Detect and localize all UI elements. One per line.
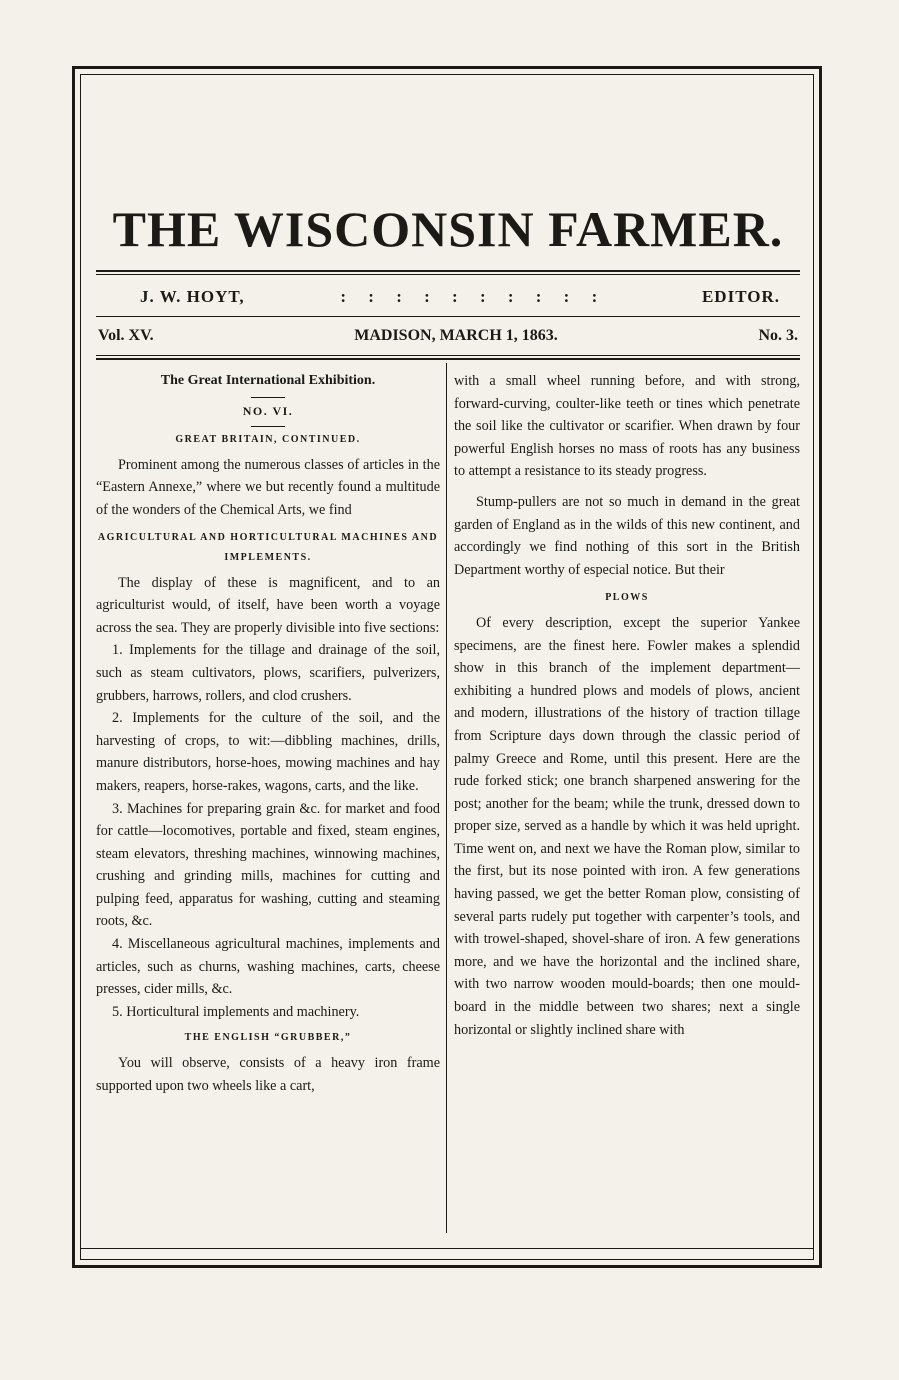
volume-label: Vol. XV. [98,327,154,344]
column-left [96,370,440,1097]
issue-number: No. 3. [758,327,798,344]
place-date: MADISON, MARCH 1, 1863. [354,327,558,344]
title-rule [251,397,285,398]
editor-name: J. W. HOYT, [140,287,245,306]
masthead-rule-top-thin [96,274,800,275]
masthead-rule-bottom-thick [96,358,800,360]
editor-dots: : : : : : : : : : : [340,287,607,306]
part-rule [251,426,285,427]
subhead-implements: AGRICULTURAL AND HORTICULTURAL MACHINES AND IMPLEMENTS. [97,531,439,563]
list-item-4: 4. Miscellaneous agricultural machines, implements and articles, such as churns, washing machines, carts, cheese presses, cider mills, &c. [96,936,440,998]
paragraph-5: Stump-pullers are not so much in demand in the great garden of England as in the wilds of this new continent, and accordingly we find nothing of this sort in the British Department worthy of especial notice. But their [454,493,800,578]
masthead-rule-bottom [96,355,800,356]
editor-line [140,287,780,307]
article-title: The Great International Exhibition. [160,373,376,388]
paragraph-1: Prominent among the numerous classes of articles in the “Eastern Annexe,” where we but recently found a multitude of the wonders of the Chemical Arts, we find [96,456,440,518]
paragraph-3: You will observe, consists of a heavy iron frame supported upon two wheels like a cart, [96,1055,440,1094]
list-item-1: 1. Implements for the tillage and drainage of the soil, such as steam cultivators, plows, scarifiers, pulverizers, grubbers, harrows, rollers, and clod crushers. [96,642,440,704]
list-item-3: 3. Machines for preparing grain &c. for market and food for cattle—locomotives, portable and fixed, steam engines, steam elevators, threshing machines, winnowing machines, crushing and grinding mills, machines for cutting and pulping feed, apparatus for washing, cutting and steaming roots, &c. [96,800,440,930]
column-right [454,370,800,1041]
list-item-2: 2. Implements for the culture of the soil, and the harvesting of crops, to wit:—dibbling machines, drills, manure distributors, horse-hoes, mowing machines and hay makers, reapers, horse-rakes, wagons, carts, and the like. [96,710,440,794]
paragraph-2: The display of these is magnificent, and to an agriculturist would, of itself, have been worth a voyage across the sea. They are properly divisible into five sections: [96,574,440,636]
masthead-rule-top [96,270,800,272]
editor-label: EDITOR. [701,287,780,306]
paragraph-6: Of every description, except the superior Yankee specimens, are the finest here. Fowler makes a splendid show in this branch of the implement department—exhibiting a hundred plows and models of plows, ancient and modern, illustrations of the history of traction tillage from Scripture days down through the classic period of palmy Greece and Rome, until this present. Here are the rude forked stick; one branch sharpened answering for the post; another for the beam; while the trunk, dressed down to proper size, served as a handle by which it was held upright. Time went on, and next we have the Roman plow, similar to the first, but its nose pointed with iron. A few generations having passed, we get the better Roman plow, consisting of several parts rudely put together with carpenter’s tools, and with trowel-shaped, shovel-share of iron. A few generations more, and we have the horizontal and the inclined share, with two narrow wooden mould-boards; then one mould-board in the middle between two shares; next a single horizontal or slightly inclined share with [454,614,800,1038]
masthead-rule-mid [96,316,800,317]
paragraph-4: with a small wheel running before, and with strong, forward-curving, coulter-like teeth or tines which penetrate the soil like the cultivator or scarifier. When drawn by four powerful English horses no mass of roots has any business to attempt a resistance to its steady progress. [454,373,800,480]
column-divider [446,363,447,1233]
article-section: GREAT BRITAIN, CONTINUED. [175,434,361,446]
footer-rule [80,1248,814,1249]
subhead-plows: PLOWS [605,592,649,604]
list-item-5: 5. Horticultural implements and machinery. [112,1003,360,1020]
masthead-title: THE WISCONSIN FARMER. [112,201,784,257]
article-part: NO. VI. [242,403,294,418]
issue-line [98,327,798,345]
subhead-grubber: THE ENGLISH “GRUBBER,” [184,1032,352,1044]
